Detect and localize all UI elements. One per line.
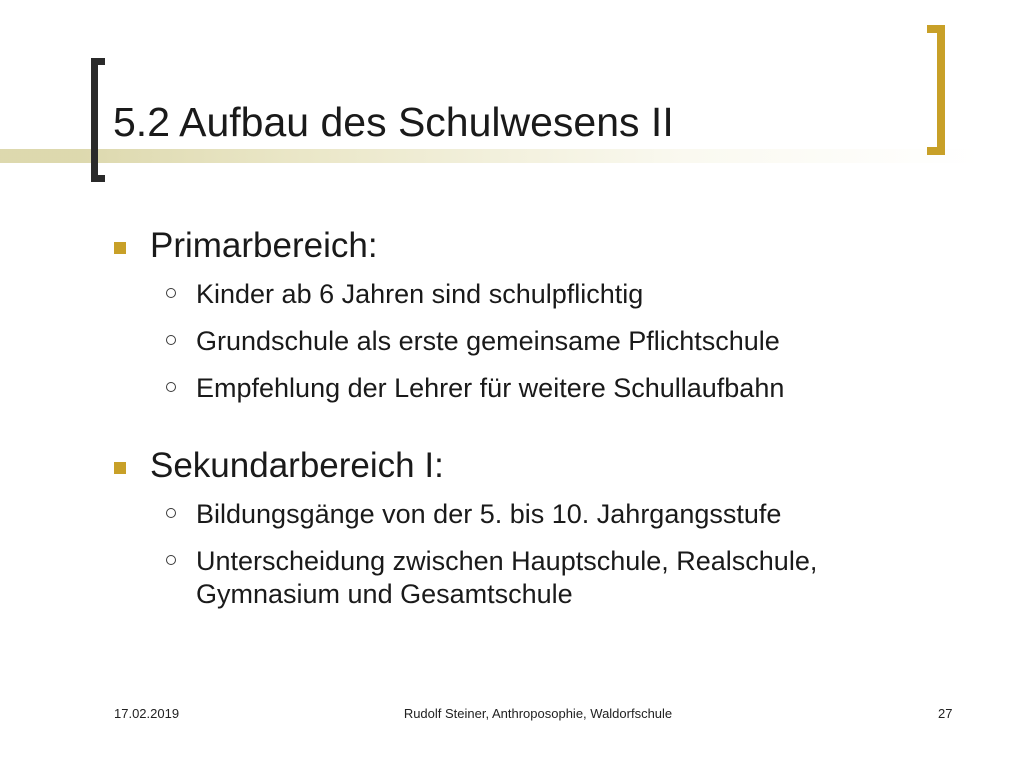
- section-heading-sekundarbereich: [110, 442, 990, 490]
- right-bracket-decoration: [927, 25, 945, 155]
- list-item-text: Kinder ab 6 Jahren sind schulpflichtig: [196, 279, 644, 309]
- list-item-text: Empfehlung der Lehrer für weitere Schullaufbahn: [196, 373, 785, 403]
- slide-content: [110, 222, 990, 625]
- list-item-text: Bildungsgänge von der 5. bis 10. Jahrgangsstufe: [196, 499, 782, 529]
- list-item: [110, 278, 990, 311]
- list-item: [110, 498, 990, 531]
- circle-bullet-icon: [166, 555, 176, 565]
- square-bullet-icon: [114, 242, 126, 254]
- section-heading-text: Primarbereich:: [150, 226, 378, 265]
- section-heading-primarbereich: [110, 222, 990, 270]
- slide-title: 5.2 Aufbau des Schulwesens II: [113, 99, 674, 145]
- title-band: [0, 149, 980, 163]
- section-heading-text: Sekundarbereich I:: [150, 446, 444, 485]
- left-bracket-decoration: [91, 58, 105, 182]
- circle-bullet-icon: [166, 335, 176, 345]
- footer-page-number: 27: [938, 706, 953, 721]
- list-item-text: Unterscheidung zwischen Hauptschule, Realschule, Gymnasium und Gesamtschule: [196, 546, 818, 609]
- square-bullet-icon: [114, 462, 126, 474]
- list-item-text: Grundschule als erste gemeinsame Pflichtschule: [196, 326, 780, 356]
- list-item: [110, 372, 990, 405]
- list-item: [110, 325, 990, 358]
- circle-bullet-icon: [166, 288, 176, 298]
- list-item: [110, 545, 896, 611]
- footer-date: 17.02.2019: [114, 706, 180, 721]
- circle-bullet-icon: [166, 382, 176, 392]
- footer-title: Rudolf Steiner, Anthroposophie, Waldorfschule: [403, 706, 673, 721]
- circle-bullet-icon: [166, 508, 176, 518]
